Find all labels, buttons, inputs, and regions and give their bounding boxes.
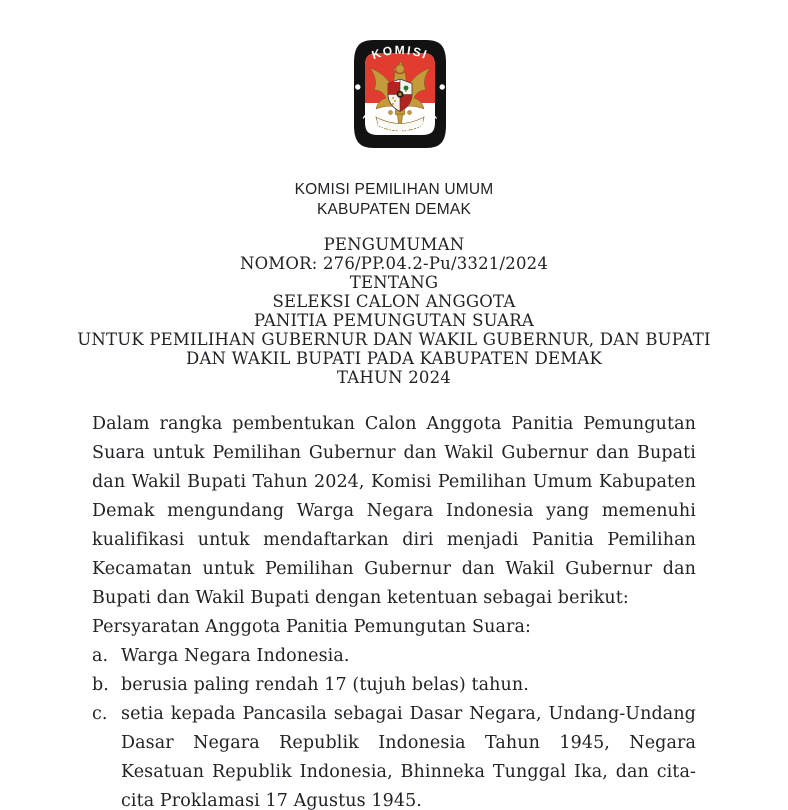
requirement-item (92, 671, 696, 700)
org-header (0, 180, 788, 220)
org-name-line2: KABUPATEN DEMAK (316, 201, 471, 218)
requirement-marker: b. (92, 675, 109, 695)
logo-arc-bottom-label: PEMILIHAN UMUM (360, 111, 440, 135)
requirement-marker: a. (92, 646, 109, 666)
title-line-panitia: PANITIA PEMUNGUTAN SUARA (253, 311, 535, 330)
requirement-text: berusia paling rendah 17 (tujuh belas) tahun. (121, 675, 529, 695)
requirement-marker: c. (92, 704, 108, 724)
logo-right-dot (440, 84, 445, 89)
logo-left-dot (355, 84, 360, 89)
title-line-tentang: TENTANG (349, 273, 439, 292)
title-line-nomor: NOMOR: 276/PP.04.2-Pu/3321/2024 (239, 254, 549, 273)
title-line-dan-wakil: DAN WAKIL BUPATI PADA KABUPATEN DEMAK (186, 349, 602, 368)
title-line-tahun: TAHUN 2024 (337, 368, 451, 387)
logo-arc-top-label: KOMISI (369, 42, 431, 63)
document-body (92, 410, 696, 810)
org-name-line1: KOMISI PEMILIHAN UMUM (294, 181, 494, 198)
document-title (0, 235, 788, 387)
requirement-item (92, 700, 696, 810)
opening-paragraph: Dalam rangka pembentukan Calon Anggota Panitia Pemungutan Suara untuk Pemilihan Gubernur dan Wakil Gubernur dan Bupati dan Wakil Bupati Tahun 2024, Komisi Pemilihan Umum Kabupaten Demak mengundang Warga Negara Indonesia yang memenuhi kualifikasi untuk mendaftarkan diri menjadi Panitia Pemilihan Kecamatan untuk Pemilihan Gubernur dan Wakil Gubernur dan Bupati dan Wakil Bupati dengan ketentuan sebagai berikut: (92, 414, 696, 608)
requirement-item (92, 642, 696, 671)
kpu-logo-icon (352, 38, 448, 150)
title-line-pengumuman: PENGUMUMAN (323, 235, 465, 254)
title-line-untuk-pemilihan: UNTUK PEMILIHAN GUBERNUR DAN WAKIL GUBERNUR, DAN BUPATI (77, 330, 711, 349)
title-line-seleksi: SELEKSI CALON ANGGOTA (272, 292, 516, 311)
requirement-text: setia kepada Pancasila sebagai Dasar Negara, Undang-Undang Dasar Negara Republik Indonesia Tahun 1945, Negara Kesatuan Republik Indonesia, Bhinneka Tunggal Ika, dan cita-cita Proklamasi 17 Agustus 1945. (121, 704, 696, 810)
requirement-text: Warga Negara Indonesia. (121, 646, 350, 666)
requirements-heading: Persyaratan Anggota Panitia Pemungutan Suara: (92, 617, 532, 637)
